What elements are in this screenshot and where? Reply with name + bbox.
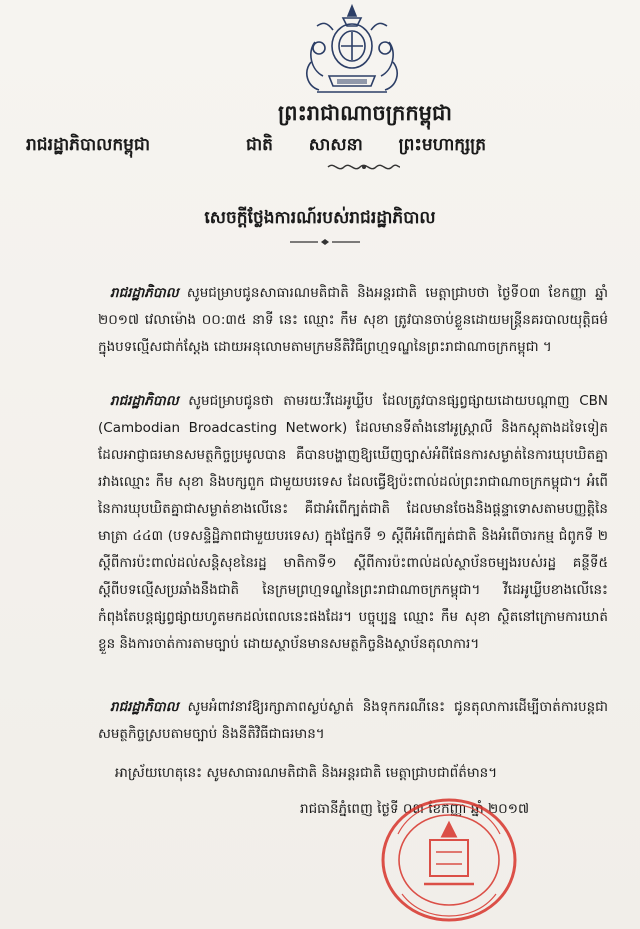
paragraph-appeal <box>98 694 608 748</box>
government-seal-stamp-icon <box>378 794 520 926</box>
paragraph-arrest <box>98 280 608 361</box>
paragraph-lead: រាជរដ្ឋាភិបាល <box>110 699 179 715</box>
paragraph-evidence <box>98 388 608 658</box>
paragraph-lead: រាជរដ្ឋាភិបាល <box>110 285 179 301</box>
royal-coat-of-arms-icon <box>293 2 411 98</box>
document-title: សេចក្ដីថ្លែងការណ៍របស់រាជរដ្ឋាភិបាល <box>204 208 436 228</box>
government-name: រាជរដ្ឋាភិបាលកម្ពុជា <box>26 135 151 155</box>
national-motto <box>246 134 486 159</box>
motto-nation: ជាតិ <box>246 135 273 155</box>
paragraph-lead: រាជរដ្ឋាភិបាល <box>110 393 179 409</box>
motto-religion: សាសនា <box>308 135 363 155</box>
paragraph-text: សូមជម្រាបជូនសាធារណមតិជាតិ និងអន្តរជាតិ មេត្តាជ្រាបថា ថ្ងៃទី០៣ ខែកញ្ញា ឆ្នាំ ២០១៧ វេលាម៉ោង ០០:៣៥ នាទី នេះ ឈ្មោះ កឹម សុខា ត្រូវបានចាប់ខ្លួនដោយមន្ត្រីនគរបាលយុត្តិធម៌ ក្នុងបទល្មើសជាក់ស្តែង ដោយអនុលោមតាមក្រមនីតិវិធីព្រហ្មទណ្ឌនៃព្រះរាជាណាចក្រកម្ពុជា ។ <box>98 285 608 355</box>
paragraph-text: សូមជម្រាបជូនថា តាមរយៈវីដេអូឃ្លីប ដែលត្រូវបានផ្សព្វផ្សាយដោយបណ្ដាញ CBN (Cambodian Broadcasting Network) ដែលមានទីតាំងនៅអូស្ត្រាលី និងកស្ដុតាងដទៃទៀតដែលអាជ្ញាធរមានសមត្ថកិច្ចប្រមូលបាន គឺបានបង្ហាញឱ្យឃើញច្បាស់អំពីផែនការសម្ងាត់នៃការឃុបឃិតគ្នារវាងឈ្មោះ កឹម សុខា និងបក្សពួក ជាមួយបរទេស ដែលធ្វើឱ្យប៉ះពាល់ដល់ព្រះរាជាណាចក្រកម្ពុជា។ អំពើនៃការឃុបឃិតគ្នាជាសម្ងាត់ខាងលើនេះ គឺជាអំពើក្បត់ជាតិ ដែលមានចែងនិងផ្ដន្ទាទោសតាមបញ្ញត្តិនៃមាត្រា ៤៤៣ (បទសន្ទិដ្ឋិភាពជាមួយបរទេស) ក្នុងផ្នែកទី ១ ស្តីពីអំពើក្បត់ជាតិ និងអំពើចារកម្ម ជំពូកទី ២ ស្តីពីការប៉ះពាល់ដល់សន្តិសុខនៃរដ្ឋ មាតិកាទី១ ស្តីពីការប៉ះពាល់ដល់ស្ថាប័នចម្បងរបស់រដ្ឋ គន្ថីទី៥ ស្តីពីបទល្មើសប្រឆាំងនឹងជាតិ នៃក្រមព្រហ្មទណ្ឌនៃព្រះរាជាណាចក្រកម្ពុជា។ វីដេអូឃ្លីបខាងលើនេះ កំពុងតែបន្តផ្សព្វផ្សាយហូតមកដល់ពេលនេះផងដែរ។ បច្ចុប្បន្ន ឈ្មោះ កឹម សុខា ស្ថិតនៅក្រោមការឃាត់ខ្លួន និងការចាត់ការតាមច្បាប់ ដោយស្ថាប័នមានសមត្ថកិច្ចនិងស្ថាប័នតុលាការ។ <box>98 393 608 652</box>
kingdom-heading: ព្រះរាជាណាចក្រកម្ពុជា <box>277 101 452 125</box>
title-divider-icon <box>290 238 360 246</box>
paragraph-text: សូមអំពាវនាវឱ្យរក្សាភាពស្ងប់ស្ងាត់ និងទុកករណីនេះ ជូនតុលាការដើម្បីចាត់ការបន្តជាសមត្ថកិច្ចស្របតាមច្បាប់ និងនីតិវិធីជាធរមាន។ <box>98 699 608 742</box>
heading-ornament-icon <box>326 160 402 174</box>
motto-king: ព្រះមហាក្សត្រ <box>398 135 486 155</box>
date-line: រាជធានីភ្នំពេញ ថ្ងៃទី ០៣ ខែកញ្ញា ឆ្នាំ ២០១៧ <box>300 801 530 817</box>
closing-statement: អាស្រ័យហេតុនេះ សូមសាធារណមតិជាតិ និងអន្តរជាតិ មេត្តាជ្រាបជាព័ត៌មាន។ <box>115 765 498 781</box>
